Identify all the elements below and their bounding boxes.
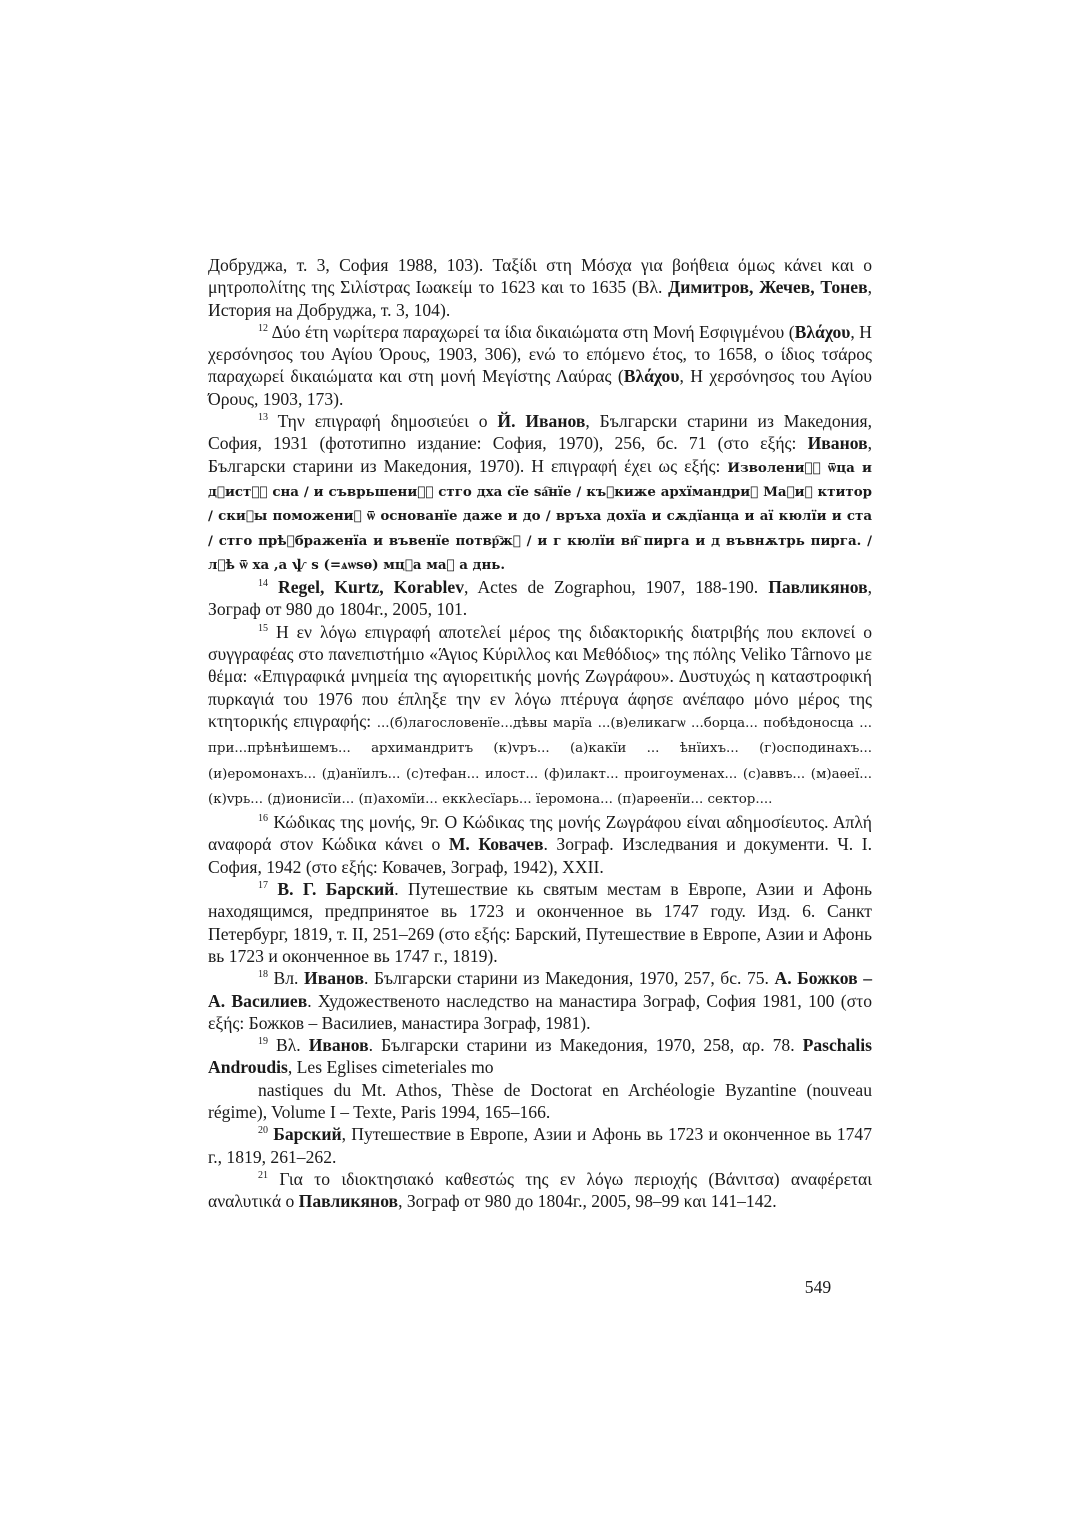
footnote-number: 20 [258,1125,268,1137]
footnote-11-continuation: Добруджа, т. 3, София 1988, 103). Ταξίδι στη Μόσχα για βοήθεια όμως κάνει και ο μητροπολίτης της Σιλίστρας Ιωακείμ το 1623 και το 1635 (Βλ. Димитров, Жечев, Тонев, История на Добруджа, т. 3, 104). [208,255,872,320]
footnote-number: 14 [258,578,268,590]
author-name: Βλάχου [794,321,851,342]
author-name: А. Божков – А. Василиев [208,968,872,1011]
footnote-15: $^{15}$ Η εν λόγω επιγραφή αποτελεί μέρος της διδακτορικής διατριβής που εκπονεί ο συγγραφέας στο πανεπιστήμιο «Άγιος Κύριλλος και Μεθόδιος» της πόλης Veliko Târnovo με θέμα: «Επιγραφικά μνημεία της αγιορειτικής μονής Ζωγράφου». Δυστυχώς η καταστροφική πυρκαγιά του 1976 που έπληξε την εν λόγω πτέρυγα άφησε ανέπαφο μόνο μέρος της κτητορικής επιγραφής: ...(б)лагословенїе...дѣвы марїа ...(в)еликагѡ ...борца... побѣдоносца ... при...прѣнѣишемъ... архимандритъ (к)vръ... (а)какїи ... ѣнїихъ... (г)осподинахъ... (и)еромонахъ... (д)анїилъ... (с)тефан... илост... (ф)илакт... проигоуменах... (с)аввъ... (м)аѳеї... (к)vрь... (д)ионисїи... (п)ахомїи... еккλесїарь... їеромона... (п)арѳенїи... сектор.... [208,621,872,807]
author-name: Й. Иванов [497,411,586,432]
author-name: М. Ковачев [448,834,544,855]
author-name: Regel, Kurtz, Korablev [277,577,465,598]
footnote-number: 18 [258,969,268,981]
author-name: Барский [273,1124,342,1145]
footnote-number: 13 [258,412,268,424]
footnote-number: 15 [258,622,268,634]
footnote-number: 19 [258,1036,268,1048]
footnote-18: $^{18}$ Вл. Иванов. Български старини из Македония, 1970, 257, бс. 75. А. Божков – А. Василиев. Художественото наследство на манастира Зограф, София 1981, 100 (στο εξής: Божков – Василиев, манастира Зограф, 1981). [208,968,872,1033]
footnote-number: 16 [258,813,268,825]
footnote-19: $^{19}$ Βλ. Иванов. Български старини из Македония, 1970, 258, αρ. 78. Paschalis Androudis, Les Eglises cimeteriales mo [208,1035,872,1078]
church-slavonic-inscription: ...(б)лагословенїе...дѣвы марїа ...(в)еликагѡ ...борца... побѣдоносца ... при...прѣнѣишемъ... архимандритъ (к)vръ... (а)какїи ... ѣнїихъ... (г)осподинахъ... (и)еромонахъ... (д)анїилъ... (с)тефан... илост... (ф)илакт... проигоуменах... (с)аввъ... (м)аѳеї... (к)vрь... (д)ионисїи... (п)ахомїи... еккλесїарь... їеромона... (п)арѳенїи... сектор.... [208,715,872,807]
footnote-20: $^{20}$ Барский, Путешествие в Европе, Азии и Афонь вь 1723 и оконченное вь 1747 г., 1819, 261–262. [208,1124,872,1167]
author-name: Иванов [807,433,868,454]
church-slavonic-inscription: Изволениⷷ҇ ѿца и дⷺистꙍⷷ сна / и съврьшениⷷ҇ стго дха сїе ѕа҇нїе / къⷭкиже архїмандриⷮ Маⷱиⷷ ктитор / скиⷮы поможениⷷ ѿ основанїе даже и до / връха дохїа и сѫдїанца и аї кюлїи и ста / стго прѣꙍбраженїа и въвенїе потвр҇жⷣ / и г кюлїи вн҇ пирга и д въвнѫтрь пирга. / лⷮѣ ѿ ха ,а ѱ ѕ (=ѧѡѕѳ) мцⷭа маⷬ а днь. [208,459,872,573]
footnote-13: $^{13}$ Την επιγραφή δημοσιεύει ο Й. Иванов, Български старини из Македония, София, 1931 (фототипно издание: София, 1970), 256, бс. 71 (στο εξής: Иванов, Български старини из Македония, 1970). Η επιγραφή έχει ως εξής: Изволениⷷ҇ ѿца и дⷺистꙍⷷ сна / и съврьшениⷷ҇ стго дха сїе ѕа҇нїе / къⷭкиже архїмандриⷮ Маⷱиⷷ ктитор / скиⷮы поможениⷷ ѿ основанїе даже и до / връха дохїа и сѫдїанца и аї кюлїи и ста / стго прѣꙍбраженїа и въвенїе потвр҇жⷣ / и г кюлїи вн҇ пирга и д въвнѫтрь пирга. / лⷮѣ ѿ ха ,а ѱ ѕ (=ѧѡѕѳ) мцⷭа маⷬ а днь. [208,411,872,573]
author-name: Иванов [304,968,364,989]
page-number: 549 [804,1277,832,1297]
footnote-12: $^{12}$ Δύο έτη νωρίτερα παραχωρεί τα ίδια δικαιώματα στη Μονή Εσφιγμένου (Βλάχου, Η χερσόνησος του Αγίου Όρους, 1903, 306), ενώ το επόμενο έτος, το 1658, ο ίδιος τσάρος παραχωρεί δικαιώματα και στη μονή Μεγίστης Λαύρας (Βλάχου, Η χερσόνησος του Αγίου Όρους, 1903, 173). [208,321,872,409]
author-name: Павликянов [768,577,868,598]
author-name: Павликянов [298,1191,399,1212]
footnote-14: $^{14}$ Regel, Kurtz, Korablev, Actes de Zographou, 1907, 188-190. Павликянов, Зограф от 980 до 1804г., 2005, 101. [208,577,873,620]
author-name: Βλάχου [623,366,680,387]
author-name: В. Г. Барский [277,879,395,900]
footnote-17: $^{17}$ В. Г. Барский. Путешествие кь святым местам в Европе, Азии и Афонь находящимся, предпринятое вь 1723 и оконченное вь 1747 году. Изд. 6. Санкт Петербург, 1819, т. II, 251–269 (στο εξής: Барский, Путешествие в Европе, Азии и Афонь вь 1723 и оконченное вь 1747 г., 1819). [208,879,872,966]
author-name: Иванов [308,1035,369,1056]
author-name: Димитров, Жечев, Тонев [668,277,868,298]
author-name: Paschalis Androudis [208,1035,872,1078]
footnote-16: $^{16}$ Κώδικας της μονής, 9г. Ο Κώδικας της μονής Ζωγράφου είναι αδημοσίευτος. Απλή αναφορά στον Κώδικα κάνει ο М. Ковачев. Зограф. Изследвания и документи. Ч. I. София, 1942 (στο εξής: Ковачев, Зограф, 1942), XXII. [208,812,873,877]
footnote-number: 17 [258,880,268,892]
footnotes-block [208,254,872,1212]
footnote-19-continuation: nastiques du Mt. Athos, Thèse de Doctorat en Archéologie Byzantine (nouveau régime), Volume I – Texte, Paris 1994, 165–166. [208,1079,872,1122]
footnote-number: 12 [258,323,268,335]
footnote-number: 21 [258,1170,268,1182]
footnote-21: $^{21}$ Για το ιδιοκτησιακό καθεστώς της εν λόγω περιοχής (Βάνιτσα) αναφέρεται αναλυτικά ο Павликянов, Зограф от 980 до 1804г., 2005, 98–99 και 141–142. [208,1168,873,1212]
